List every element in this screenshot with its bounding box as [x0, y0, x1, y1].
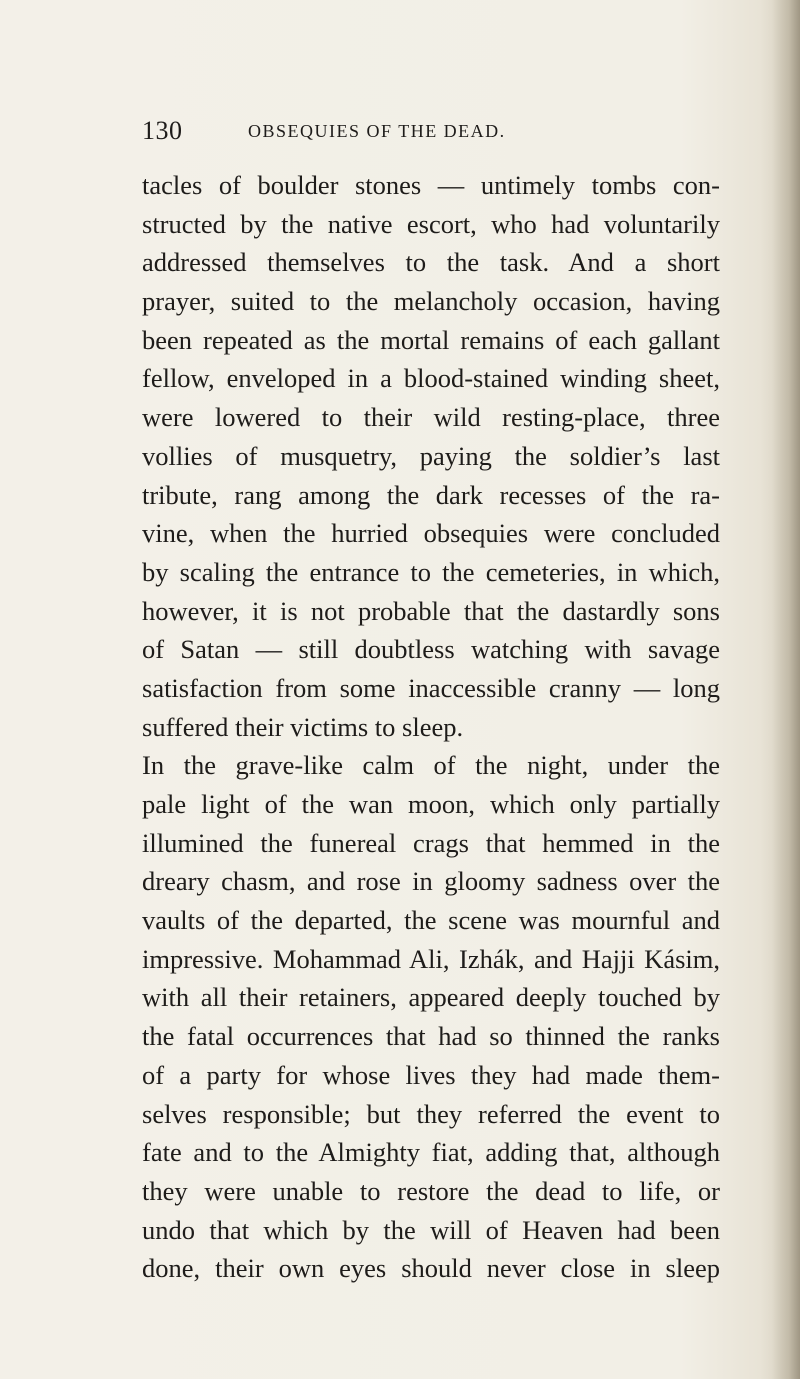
text-line: pale light of the wan moon, which only partially [142, 789, 720, 819]
text-line-paragraph-start: In the grave-like calm of the night, under the [142, 750, 720, 781]
text-line: they were unable to restore the dead to life, or [142, 1175, 720, 1206]
text-line: addressed themselves to the task. And a short [142, 247, 720, 278]
text-line: vine, when the hurried obsequies were concluded [142, 518, 720, 549]
text-line: with all their retainers, appeared deeply touched by [142, 982, 720, 1013]
text-line-paragraph-end: suffered their victims to sleep. [142, 711, 464, 742]
text-line: satisfaction from some inaccessible cranny — long [142, 672, 720, 703]
text-line: fellow, enveloped in a blood-stained winding sheet, [142, 363, 720, 394]
text-line: however, it is not probable that the dastardly sons [142, 595, 720, 626]
text-line: selves responsible; but they referred the event to [142, 1098, 720, 1129]
text-line: impressive. Mohammad Ali, Izhák, and Hajji Kásim, [142, 943, 720, 974]
text-line: tribute, rang among the dark recesses of the ra- [142, 479, 720, 510]
text-line: dreary chasm, and rose in gloomy sadness over the [142, 866, 720, 897]
page-edge-shadow [772, 0, 800, 1379]
text-line: prayer, suited to the melancholy occasion, having [142, 286, 720, 317]
text-line: the fatal occurrences that had so thinned the ranks [142, 1021, 720, 1052]
text-line: were lowered to their wild resting-place, three [142, 402, 720, 433]
text-line: structed by the native escort, who had voluntarily [142, 208, 720, 239]
body-text [142, 166, 720, 1288]
text-line: tacles of boulder stones — untimely tombs con- [142, 170, 720, 200]
text-line: vaults of the departed, the scene was mournful and [142, 905, 720, 936]
text-line: done, their own eyes should never close in sleep [142, 1253, 720, 1284]
page-header [142, 114, 712, 148]
text-line: by scaling the entrance to the cemeteries, in which, [142, 556, 720, 587]
running-head: OBSEQUIES OF THE DEAD. [248, 121, 506, 141]
text-line: undo that which by the will of Heaven had been [142, 1214, 720, 1245]
text-line: of Satan — still doubtless watching with savage [142, 634, 720, 665]
page-number: 130 [142, 116, 183, 145]
text-line: of a party for whose lives they had made them- [142, 1059, 720, 1090]
text-line: vollies of musquetry, paying the soldier’s last [142, 440, 720, 471]
text-line: illumined the funereal crags that hemmed in the [142, 827, 720, 858]
text-line: fate and to the Almighty fiat, adding that, although [142, 1137, 720, 1168]
text-line: been repeated as the mortal remains of each gallant [142, 324, 720, 355]
